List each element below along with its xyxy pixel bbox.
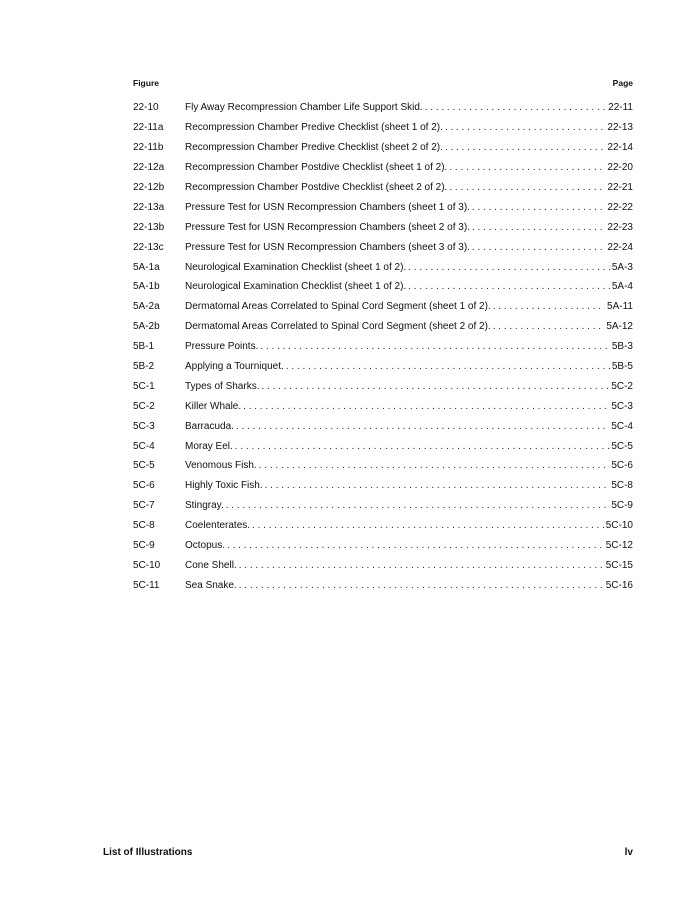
figure-title: Dermatomal Areas Correlated to Spinal Cord Segment (sheet 1 of 2). [185, 301, 491, 313]
dot-leader [472, 242, 605, 253]
dot-leader [227, 540, 604, 551]
figure-page: 5A-12 [606, 321, 633, 333]
entry-line [185, 480, 633, 491]
figure-title: Killer Whale. [185, 400, 242, 412]
figure-title: Applying a Tourniquet. [185, 361, 284, 373]
figure-page: 22-23 [607, 221, 633, 233]
list-item [133, 555, 633, 575]
figure-number: 5B-2 [133, 361, 155, 373]
list-item [133, 476, 633, 496]
figure-number: 22-10 [133, 102, 159, 114]
entry-line [185, 381, 633, 392]
figure-number: 5C-11 [133, 579, 160, 591]
figure-title: Pressure Test for USN Recompression Chambers (sheet 2 of 3). [185, 221, 470, 233]
dot-leader [286, 361, 610, 372]
figure-page: 5A-4 [611, 281, 633, 293]
figure-title: Pressure Test for USN Recompression Chambers (sheet 1 of 3). [185, 201, 470, 213]
entry-line [185, 500, 633, 511]
figure-page: 5C-3 [611, 400, 633, 412]
entry-line [185, 441, 633, 452]
list-item [133, 456, 633, 476]
figure-number: 22-11a [133, 122, 164, 134]
entry-line [185, 560, 633, 571]
dot-leader [243, 401, 609, 412]
figure-title: Octopus. [185, 540, 226, 552]
figure-page: 5C-16 [605, 579, 633, 591]
figure-page: 5C-2 [611, 380, 633, 392]
figure-page: 22-24 [607, 241, 633, 253]
illustrations-list [133, 98, 633, 595]
figure-page: 5C-12 [605, 540, 633, 552]
figure-page: 5C-6 [611, 460, 633, 472]
list-item [133, 536, 633, 556]
dot-leader [408, 281, 610, 292]
figure-number: 5C-8 [133, 520, 155, 532]
entry-line [185, 401, 633, 412]
figure-number: 5C-4 [133, 440, 155, 452]
footer-page-number: lv [624, 847, 633, 858]
figure-number: 22-12a [133, 162, 165, 174]
dot-leader [493, 301, 605, 312]
dot-leader [472, 222, 605, 233]
figure-page: 5C-15 [605, 559, 633, 571]
dot-leader [239, 560, 604, 571]
figure-title: Pressure Points. [185, 341, 259, 353]
figure-number: 5C-6 [133, 480, 155, 492]
figure-title: Venomous Fish. [185, 460, 257, 472]
figure-page: 5A-3 [611, 261, 633, 273]
dot-leader [449, 182, 605, 193]
entry-line [185, 421, 633, 432]
figure-page: 5B-5 [611, 361, 633, 373]
entry-line [185, 460, 633, 471]
entry-line [185, 202, 633, 213]
figure-page: 22-14 [607, 142, 633, 154]
figure-page: 5C-8 [611, 480, 633, 492]
figure-title: Recompression Chamber Postdive Checklist (sheet 2 of 2). [185, 182, 448, 193]
entry-line [185, 182, 633, 193]
dot-leader [260, 341, 610, 352]
list-item [133, 516, 633, 536]
list-item [133, 357, 633, 377]
figure-page: 5C-10 [605, 520, 633, 532]
dot-leader [226, 500, 610, 511]
figure-page: 5C-4 [611, 420, 633, 432]
list-item [133, 118, 633, 138]
figure-title: Recompression Chamber Postdive Checklist (sheet 1 of 2). [185, 162, 448, 174]
dot-leader [493, 321, 605, 332]
figure-number: 5C-5 [133, 460, 155, 472]
list-item [133, 98, 633, 118]
figure-number: 5C-1 [133, 380, 155, 392]
figure-page: 5A-11 [607, 301, 633, 313]
entry-line [185, 222, 633, 233]
figure-number: 22-13c [133, 241, 164, 253]
figure-number: 5A-1b [133, 281, 160, 293]
figure-page: 22-21 [607, 182, 633, 193]
figure-title: Sea Snake. [185, 579, 237, 591]
list-item [133, 575, 633, 595]
column-header-page: Page [612, 78, 633, 88]
figure-title: Pressure Test for USN Recompression Chambers (sheet 3 of 3). [185, 241, 470, 253]
entry-line [185, 262, 633, 273]
figure-number: 5C-2 [133, 400, 155, 412]
figure-title: Neurological Examination Checklist (sheet 1 of 2). [185, 261, 407, 273]
list-item [133, 237, 633, 257]
figure-page: 22-22 [607, 201, 633, 213]
dot-leader [252, 520, 604, 531]
list-item [133, 337, 633, 357]
list-item [133, 317, 633, 337]
dot-leader [239, 580, 604, 591]
entry-line [185, 361, 633, 372]
figure-page: 22-20 [607, 162, 633, 174]
dot-leader [259, 460, 610, 471]
dot-leader [236, 421, 609, 432]
figure-number: 5C-9 [133, 540, 155, 552]
dot-leader [235, 441, 610, 452]
figure-title: Types of Sharks. [185, 380, 260, 392]
figure-title: Neurological Examination Checklist (sheet 1 of 2). [185, 281, 407, 293]
entry-line [185, 321, 633, 332]
footer-section-title: List of Illustrations [103, 847, 193, 858]
figure-page: 5C-9 [611, 500, 633, 512]
entry-line [185, 301, 633, 312]
figure-number: 5C-7 [133, 500, 155, 512]
figure-number: 5B-1 [133, 341, 155, 353]
list-item [133, 297, 633, 317]
dot-leader [261, 381, 609, 392]
list-item [133, 396, 633, 416]
figure-page: 5C-5 [611, 440, 633, 452]
dot-leader [449, 162, 605, 173]
dot-leader [425, 102, 606, 113]
list-item [133, 496, 633, 516]
entry-line [185, 580, 633, 591]
figure-number: 5A-2b [133, 321, 160, 333]
figure-number: 5A-1a [133, 261, 160, 273]
entry-line [185, 281, 633, 292]
entry-line [185, 102, 633, 113]
figure-title: Moray Eel. [185, 440, 233, 452]
column-header-figure: Figure [133, 78, 159, 88]
figure-number: 22-13a [133, 201, 165, 213]
list-item [133, 138, 633, 158]
list-item [133, 376, 633, 396]
dot-leader [265, 480, 610, 491]
figure-title: Cone Shell. [185, 559, 237, 571]
entry-line [185, 122, 633, 133]
dot-leader [472, 202, 605, 213]
figure-number: 22-12b [133, 182, 165, 193]
list-item [133, 277, 633, 297]
dot-leader [445, 142, 606, 153]
dot-leader [408, 262, 610, 273]
figure-page: 5B-3 [611, 341, 633, 353]
figure-title: Stingray. [185, 500, 224, 512]
figure-page: 22-13 [607, 122, 633, 134]
entry-line [185, 142, 633, 153]
figure-number: 22-11b [133, 142, 164, 154]
figure-number: 5C-10 [133, 559, 161, 571]
figure-page: 22-11 [608, 102, 633, 114]
figure-title: Barracuda. [185, 420, 234, 432]
figure-title: Fly Away Recompression Chamber Life Support Skid. [185, 102, 423, 114]
entry-line [185, 540, 633, 551]
figure-title: Coelenterates. [185, 520, 251, 532]
figure-number: 22-13b [133, 221, 165, 233]
figure-title: Recompression Chamber Predive Checklist (sheet 2 of 2). [185, 142, 443, 154]
entry-line [185, 242, 633, 253]
list-item [133, 217, 633, 237]
list-item [133, 158, 633, 178]
dot-leader [445, 122, 606, 133]
list-item [133, 178, 633, 198]
figure-title: Recompression Chamber Predive Checklist (sheet 1 of 2). [185, 122, 443, 134]
entry-line [185, 341, 633, 352]
figure-title: Dermatomal Areas Correlated to Spinal Cord Segment (sheet 2 of 2). [185, 321, 491, 333]
list-item [133, 197, 633, 217]
entry-line [185, 520, 633, 531]
figure-title: Highly Toxic Fish. [185, 480, 263, 492]
list-item [133, 416, 633, 436]
list-item [133, 257, 633, 277]
figure-number: 5C-3 [133, 420, 155, 432]
entry-line [185, 162, 633, 173]
list-item [133, 436, 633, 456]
figure-number: 5A-2a [133, 301, 160, 313]
